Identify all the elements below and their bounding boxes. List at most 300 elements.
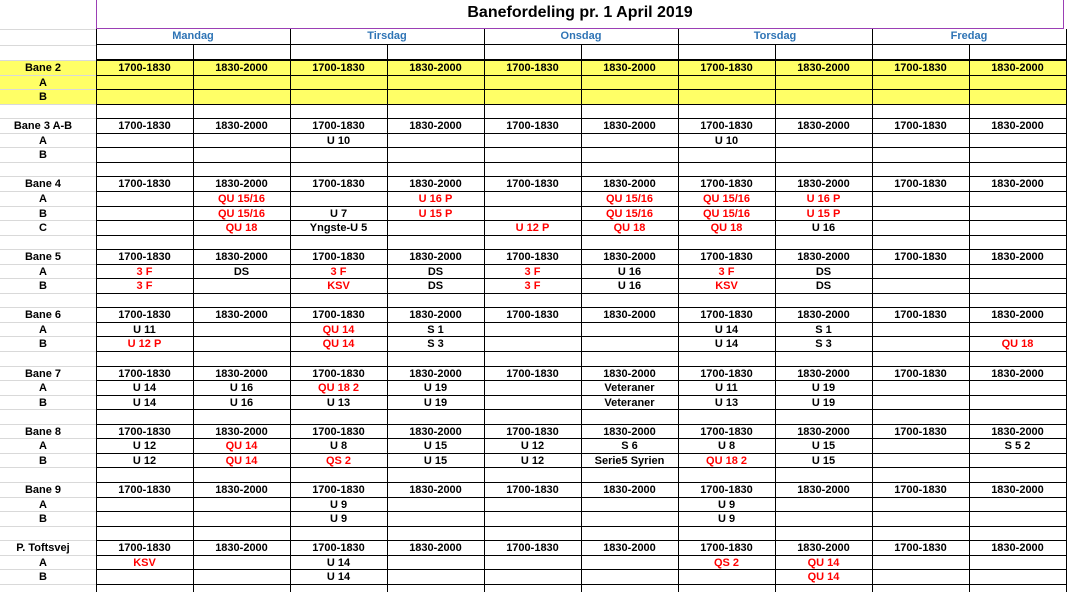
table-cell[interactable]: 1830-2000 <box>215 426 268 438</box>
table-cell[interactable]: 1830-2000 <box>603 251 656 263</box>
table-cell[interactable] <box>775 498 872 512</box>
table-cell[interactable]: 1700-1830 <box>312 426 365 438</box>
table-cell[interactable]: 1830-2000 <box>215 484 268 496</box>
table-cell[interactable]: QU 18 2 <box>706 455 747 467</box>
table-cell[interactable] <box>969 236 1066 250</box>
table-cell[interactable] <box>775 352 872 366</box>
table-cell[interactable] <box>775 148 872 162</box>
table-cell[interactable]: QU 14 <box>225 440 258 452</box>
table-cell[interactable]: QU 18 2 <box>318 382 359 394</box>
table-cell[interactable] <box>872 512 969 526</box>
table-cell[interactable]: 1700-1830 <box>506 426 559 438</box>
table-cell[interactable] <box>484 76 581 90</box>
table-cell[interactable]: 1700-1830 <box>700 309 753 321</box>
table-cell[interactable]: QU 15/16 <box>702 193 751 205</box>
table-cell[interactable] <box>96 468 193 482</box>
table-cell[interactable]: 1830-2000 <box>991 251 1044 263</box>
row-label[interactable]: A <box>39 77 47 89</box>
table-cell[interactable]: U 14 <box>326 557 351 569</box>
table-cell[interactable] <box>581 76 678 90</box>
table-cell[interactable] <box>872 454 969 468</box>
table-cell[interactable] <box>969 90 1066 104</box>
table-cell[interactable] <box>290 352 387 366</box>
table-cell[interactable]: 1830-2000 <box>215 309 268 321</box>
table-cell[interactable] <box>290 90 387 104</box>
table-cell[interactable]: U 19 <box>811 397 836 409</box>
row-label[interactable]: Bane 3 A-B <box>13 120 73 132</box>
table-cell[interactable] <box>678 105 775 119</box>
table-cell[interactable]: 1830-2000 <box>409 542 462 554</box>
row-label[interactable]: A <box>39 382 47 394</box>
table-cell[interactable]: U 9 <box>717 513 736 525</box>
table-cell[interactable]: U 15 <box>423 455 448 467</box>
table-cell[interactable]: 1700-1830 <box>894 62 947 74</box>
table-cell[interactable] <box>96 76 193 90</box>
table-cell[interactable] <box>678 294 775 308</box>
row-label[interactable]: B <box>39 91 47 103</box>
table-cell[interactable]: 1700-1830 <box>506 251 559 263</box>
row-label[interactable]: P. Toftsvej <box>16 542 70 554</box>
table-cell[interactable] <box>872 90 969 104</box>
table-cell[interactable] <box>387 570 484 584</box>
table-cell[interactable]: 1830-2000 <box>991 426 1044 438</box>
table-cell[interactable] <box>969 410 1066 424</box>
table-cell[interactable]: U 15 <box>811 440 836 452</box>
table-cell[interactable] <box>775 294 872 308</box>
table-cell[interactable] <box>193 410 290 424</box>
table-cell[interactable] <box>872 323 969 337</box>
table-cell[interactable]: S 1 <box>815 324 832 336</box>
table-cell[interactable] <box>872 410 969 424</box>
table-cell[interactable] <box>96 134 193 148</box>
row-label[interactable]: C <box>39 222 47 234</box>
table-cell[interactable] <box>969 454 1066 468</box>
table-cell[interactable]: 1830-2000 <box>409 309 462 321</box>
table-cell[interactable] <box>969 105 1066 119</box>
table-cell[interactable]: QU 14 <box>807 571 840 583</box>
table-cell[interactable]: 1700-1830 <box>118 251 171 263</box>
table-cell[interactable]: 1700-1830 <box>894 542 947 554</box>
table-cell[interactable]: 1700-1830 <box>700 178 753 190</box>
table-cell[interactable]: U 13 <box>714 397 739 409</box>
row-label[interactable]: B <box>39 455 47 467</box>
table-cell[interactable]: U 16 P <box>806 193 841 205</box>
row-label[interactable]: Bane 9 <box>24 484 62 496</box>
table-cell[interactable] <box>775 410 872 424</box>
table-cell[interactable]: U 9 <box>329 499 348 511</box>
table-cell[interactable] <box>387 236 484 250</box>
table-cell[interactable] <box>969 192 1066 206</box>
table-cell[interactable]: U 19 <box>423 397 448 409</box>
table-cell[interactable] <box>193 527 290 541</box>
table-cell[interactable]: 1700-1830 <box>506 542 559 554</box>
table-cell[interactable] <box>872 556 969 570</box>
table-cell[interactable]: 1830-2000 <box>991 178 1044 190</box>
row-label[interactable] <box>0 527 86 541</box>
table-cell[interactable]: 1830-2000 <box>409 368 462 380</box>
table-cell[interactable]: DS <box>427 266 444 278</box>
table-cell[interactable] <box>581 570 678 584</box>
table-cell[interactable]: 1830-2000 <box>797 542 850 554</box>
table-cell[interactable] <box>484 163 581 177</box>
table-cell[interactable]: S 6 <box>621 440 638 452</box>
table-cell[interactable] <box>193 76 290 90</box>
table-cell[interactable]: 1830-2000 <box>409 62 462 74</box>
table-cell[interactable] <box>969 134 1066 148</box>
table-cell[interactable] <box>193 337 290 351</box>
table-cell[interactable] <box>484 105 581 119</box>
table-cell[interactable]: U 12 P <box>515 222 550 234</box>
table-cell[interactable] <box>387 512 484 526</box>
table-cell[interactable]: 1830-2000 <box>215 62 268 74</box>
table-cell[interactable] <box>193 323 290 337</box>
table-cell[interactable]: U 11 <box>715 382 738 394</box>
table-cell[interactable] <box>387 134 484 148</box>
row-label[interactable]: B <box>39 149 47 161</box>
table-cell[interactable]: 1830-2000 <box>991 542 1044 554</box>
table-cell[interactable] <box>581 352 678 366</box>
table-cell[interactable] <box>872 148 969 162</box>
table-cell[interactable] <box>193 294 290 308</box>
table-cell[interactable]: U 9 <box>717 499 736 511</box>
table-cell[interactable] <box>387 556 484 570</box>
table-cell[interactable]: 3 F <box>718 266 735 278</box>
table-cell[interactable]: 1830-2000 <box>991 120 1044 132</box>
table-cell[interactable]: 1700-1830 <box>312 178 365 190</box>
table-cell[interactable] <box>872 221 969 235</box>
table-cell[interactable]: QU 18 <box>225 222 258 234</box>
table-cell[interactable]: 1830-2000 <box>991 368 1044 380</box>
table-cell[interactable]: 1830-2000 <box>797 368 850 380</box>
row-label[interactable]: B <box>39 338 47 350</box>
table-cell[interactable] <box>484 512 581 526</box>
table-cell[interactable]: U 11 <box>133 324 156 336</box>
table-cell[interactable] <box>678 527 775 541</box>
table-cell[interactable] <box>387 294 484 308</box>
table-cell[interactable] <box>678 468 775 482</box>
table-cell[interactable] <box>484 148 581 162</box>
table-cell[interactable]: U 15 <box>811 455 836 467</box>
table-cell[interactable]: 3 F <box>330 266 347 278</box>
table-cell[interactable] <box>96 498 193 512</box>
table-cell[interactable]: 1700-1830 <box>700 542 753 554</box>
table-cell[interactable] <box>387 527 484 541</box>
table-cell[interactable] <box>290 294 387 308</box>
table-cell[interactable] <box>872 207 969 221</box>
table-cell[interactable] <box>193 105 290 119</box>
table-cell[interactable]: 1700-1830 <box>700 251 753 263</box>
row-label[interactable] <box>0 352 86 366</box>
table-cell[interactable]: 1830-2000 <box>215 368 268 380</box>
table-cell[interactable]: 1700-1830 <box>118 484 171 496</box>
table-cell[interactable]: U 14 <box>132 397 157 409</box>
table-cell[interactable]: 1830-2000 <box>603 178 656 190</box>
table-cell[interactable] <box>193 90 290 104</box>
table-cell[interactable]: S 5 2 <box>1004 440 1031 452</box>
table-cell[interactable]: 1700-1830 <box>118 62 171 74</box>
table-cell[interactable]: 1700-1830 <box>312 62 365 74</box>
row-label[interactable]: A <box>39 135 47 147</box>
table-cell[interactable]: DS <box>233 266 250 278</box>
table-cell[interactable] <box>484 498 581 512</box>
row-label[interactable]: A <box>39 324 47 336</box>
table-cell[interactable] <box>581 498 678 512</box>
table-cell[interactable]: U 10 <box>326 135 351 147</box>
table-cell[interactable]: QU 15/16 <box>702 208 751 220</box>
table-cell[interactable]: U 14 <box>714 324 739 336</box>
table-cell[interactable]: 1830-2000 <box>409 120 462 132</box>
table-cell[interactable]: 1830-2000 <box>991 62 1044 74</box>
table-cell[interactable]: 1830-2000 <box>603 309 656 321</box>
table-cell[interactable]: 1700-1830 <box>312 251 365 263</box>
table-cell[interactable] <box>775 163 872 177</box>
table-cell[interactable] <box>290 410 387 424</box>
table-cell[interactable]: 1700-1830 <box>118 309 171 321</box>
row-label[interactable]: B <box>39 571 47 583</box>
table-cell[interactable] <box>484 192 581 206</box>
table-cell[interactable]: U 14 <box>132 382 157 394</box>
table-cell[interactable]: U 14 <box>326 571 351 583</box>
table-cell[interactable]: 1700-1830 <box>118 542 171 554</box>
table-cell[interactable] <box>581 163 678 177</box>
table-cell[interactable] <box>775 527 872 541</box>
table-cell[interactable] <box>775 105 872 119</box>
table-cell[interactable]: 1830-2000 <box>215 542 268 554</box>
table-cell[interactable] <box>678 148 775 162</box>
table-cell[interactable]: DS <box>427 280 444 292</box>
table-cell[interactable] <box>96 163 193 177</box>
table-cell[interactable] <box>581 337 678 351</box>
table-cell[interactable]: U 16 <box>229 382 254 394</box>
table-cell[interactable]: U 19 <box>423 382 448 394</box>
table-cell[interactable]: 1830-2000 <box>603 62 656 74</box>
table-cell[interactable]: U 8 <box>329 440 348 452</box>
table-cell[interactable] <box>969 468 1066 482</box>
row-label[interactable] <box>0 105 86 119</box>
table-cell[interactable]: U 12 <box>132 455 157 467</box>
table-cell[interactable]: 1830-2000 <box>797 251 850 263</box>
table-cell[interactable] <box>193 236 290 250</box>
table-cell[interactable] <box>290 192 387 206</box>
row-label[interactable]: B <box>39 280 47 292</box>
table-cell[interactable]: 3 F <box>136 280 153 292</box>
table-cell[interactable]: 1830-2000 <box>797 426 850 438</box>
table-cell[interactable]: U 9 <box>329 513 348 525</box>
table-cell[interactable] <box>872 396 969 410</box>
table-cell[interactable]: QU 15/16 <box>217 193 266 205</box>
row-label[interactable]: B <box>39 397 47 409</box>
table-cell[interactable] <box>484 207 581 221</box>
table-cell[interactable] <box>387 410 484 424</box>
table-cell[interactable] <box>484 570 581 584</box>
table-cell[interactable] <box>581 527 678 541</box>
table-cell[interactable]: U 13 <box>326 397 351 409</box>
table-cell[interactable] <box>193 556 290 570</box>
table-cell[interactable] <box>581 468 678 482</box>
table-cell[interactable] <box>581 105 678 119</box>
table-cell[interactable] <box>678 76 775 90</box>
table-cell[interactable]: S 3 <box>815 338 832 350</box>
table-cell[interactable] <box>678 410 775 424</box>
table-cell[interactable]: QS 2 <box>713 557 740 569</box>
table-cell[interactable]: KSV <box>133 557 156 569</box>
table-cell[interactable]: Veteraner <box>604 382 655 394</box>
table-cell[interactable] <box>969 512 1066 526</box>
table-cell[interactable] <box>969 570 1066 584</box>
table-cell[interactable] <box>775 236 872 250</box>
table-cell[interactable]: 1830-2000 <box>409 484 462 496</box>
row-label[interactable]: Bane 6 <box>24 309 62 321</box>
table-cell[interactable] <box>872 236 969 250</box>
table-cell[interactable] <box>775 76 872 90</box>
row-label[interactable] <box>0 236 86 250</box>
table-cell[interactable] <box>581 236 678 250</box>
table-cell[interactable] <box>872 527 969 541</box>
table-cell[interactable]: 1700-1830 <box>506 484 559 496</box>
table-cell[interactable]: 1700-1830 <box>506 62 559 74</box>
row-label[interactable]: B <box>39 208 47 220</box>
table-cell[interactable] <box>678 163 775 177</box>
row-label[interactable]: Bane 2 <box>24 62 62 74</box>
table-cell[interactable]: QU 14 <box>322 324 355 336</box>
table-cell[interactable] <box>969 527 1066 541</box>
table-cell[interactable] <box>96 148 193 162</box>
table-cell[interactable]: 1830-2000 <box>409 178 462 190</box>
table-cell[interactable] <box>969 352 1066 366</box>
table-cell[interactable]: 1700-1830 <box>312 120 365 132</box>
table-cell[interactable]: U 16 <box>617 266 642 278</box>
table-cell[interactable]: U 12 P <box>127 338 162 350</box>
table-cell[interactable] <box>969 498 1066 512</box>
table-cell[interactable] <box>969 163 1066 177</box>
table-cell[interactable] <box>969 381 1066 395</box>
table-cell[interactable]: U 12 <box>520 440 545 452</box>
table-cell[interactable] <box>581 294 678 308</box>
table-cell[interactable] <box>484 468 581 482</box>
table-cell[interactable] <box>96 236 193 250</box>
table-cell[interactable] <box>193 148 290 162</box>
table-cell[interactable]: QU 14 <box>807 557 840 569</box>
table-cell[interactable]: U 16 P <box>418 193 453 205</box>
table-cell[interactable]: 1700-1830 <box>118 368 171 380</box>
table-cell[interactable] <box>96 207 193 221</box>
row-label[interactable]: A <box>39 440 47 452</box>
table-cell[interactable]: Yngste-U 5 <box>309 222 368 234</box>
table-cell[interactable]: U 19 <box>811 382 836 394</box>
table-cell[interactable]: U 15 <box>423 440 448 452</box>
table-cell[interactable]: 1700-1830 <box>700 484 753 496</box>
table-cell[interactable] <box>193 512 290 526</box>
table-cell[interactable]: U 15 P <box>418 208 453 220</box>
row-label[interactable]: A <box>39 193 47 205</box>
table-cell[interactable] <box>484 90 581 104</box>
row-label[interactable]: B <box>39 513 47 525</box>
table-cell[interactable] <box>969 556 1066 570</box>
table-cell[interactable] <box>872 163 969 177</box>
row-label[interactable]: Bane 7 <box>24 368 62 380</box>
table-cell[interactable]: U 7 <box>329 208 348 220</box>
table-cell[interactable] <box>387 105 484 119</box>
table-cell[interactable]: U 15 P <box>806 208 841 220</box>
table-cell[interactable] <box>775 90 872 104</box>
table-cell[interactable]: 1700-1830 <box>700 120 753 132</box>
table-cell[interactable] <box>96 192 193 206</box>
table-cell[interactable] <box>484 381 581 395</box>
table-cell[interactable] <box>484 556 581 570</box>
table-cell[interactable] <box>872 134 969 148</box>
table-cell[interactable]: U 14 <box>714 338 739 350</box>
table-cell[interactable] <box>581 134 678 148</box>
table-cell[interactable] <box>581 323 678 337</box>
table-cell[interactable]: 1700-1830 <box>894 120 947 132</box>
table-cell[interactable]: 1830-2000 <box>215 120 268 132</box>
table-cell[interactable]: QU 18 <box>710 222 743 234</box>
table-cell[interactable]: 1830-2000 <box>797 120 850 132</box>
table-cell[interactable] <box>969 323 1066 337</box>
table-cell[interactable] <box>193 352 290 366</box>
table-cell[interactable] <box>969 76 1066 90</box>
table-cell[interactable] <box>775 468 872 482</box>
table-cell[interactable]: QS 2 <box>325 455 352 467</box>
table-cell[interactable]: U 12 <box>132 440 157 452</box>
table-cell[interactable]: 1830-2000 <box>215 251 268 263</box>
table-cell[interactable]: 1830-2000 <box>215 178 268 190</box>
table-cell[interactable] <box>290 105 387 119</box>
table-cell[interactable] <box>872 352 969 366</box>
table-cell[interactable]: 1700-1830 <box>312 484 365 496</box>
table-cell[interactable] <box>484 337 581 351</box>
table-cell[interactable]: 3 F <box>136 266 153 278</box>
table-cell[interactable] <box>387 163 484 177</box>
table-cell[interactable] <box>387 76 484 90</box>
table-cell[interactable] <box>290 236 387 250</box>
row-label[interactable]: A <box>39 499 47 511</box>
table-cell[interactable] <box>484 527 581 541</box>
table-cell[interactable] <box>96 570 193 584</box>
table-cell[interactable]: DS <box>815 266 832 278</box>
table-cell[interactable] <box>775 512 872 526</box>
table-cell[interactable] <box>193 134 290 148</box>
table-cell[interactable]: 1830-2000 <box>409 426 462 438</box>
row-label[interactable] <box>0 294 86 308</box>
table-cell[interactable]: 1700-1830 <box>894 368 947 380</box>
table-cell[interactable] <box>581 90 678 104</box>
table-cell[interactable] <box>484 323 581 337</box>
table-cell[interactable]: QU 15/16 <box>605 193 654 205</box>
table-cell[interactable] <box>678 236 775 250</box>
table-cell[interactable] <box>775 134 872 148</box>
table-cell[interactable] <box>969 265 1066 279</box>
table-cell[interactable] <box>484 396 581 410</box>
table-cell[interactable]: QU 14 <box>322 338 355 350</box>
table-cell[interactable]: QU 14 <box>225 455 258 467</box>
row-label[interactable]: A <box>39 557 47 569</box>
table-cell[interactable] <box>387 498 484 512</box>
table-cell[interactable] <box>290 148 387 162</box>
table-cell[interactable]: 1700-1830 <box>506 178 559 190</box>
table-cell[interactable] <box>387 352 484 366</box>
table-cell[interactable] <box>193 498 290 512</box>
row-label[interactable]: A <box>39 266 47 278</box>
table-cell[interactable] <box>96 105 193 119</box>
table-cell[interactable]: 1830-2000 <box>991 309 1044 321</box>
table-cell[interactable]: 1830-2000 <box>409 251 462 263</box>
table-cell[interactable]: QU 18 <box>613 222 646 234</box>
table-cell[interactable]: 3 F <box>524 280 541 292</box>
table-cell[interactable]: 1700-1830 <box>700 368 753 380</box>
table-cell[interactable]: 1700-1830 <box>700 426 753 438</box>
table-cell[interactable]: 1830-2000 <box>991 484 1044 496</box>
